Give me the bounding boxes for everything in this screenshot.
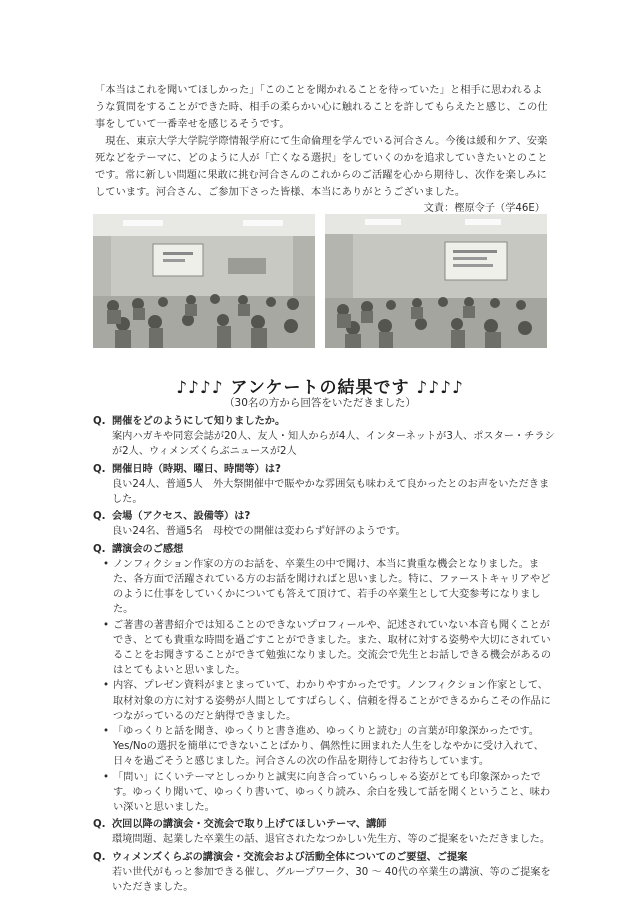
comment-text: ノンフィクション作家の方のお話を、卒業生の中で聞け、本当に貴重な機会となりました。また、各方面で活躍されている方のお話を聞ければと思いました。特に、ファーストキャリアやどのように仕事をしていくかについても答えて頂けて、若手の卒業生として大変参考になりました。 <box>113 558 551 616</box>
survey-results <box>93 414 558 897</box>
answer-text: 若い世代がもっと参加できる催し、グループワーク、30 ～ 40代の卒業生の講演、等のご提案をいただきました。 <box>112 866 551 894</box>
answer-text: 良い24人、普通5人 外大祭開催中で賑やかな雰囲気も味わえて良かったとのお声をいただきました。 <box>112 478 550 506</box>
question-block <box>93 414 558 460</box>
answer-text: 環境問題、起業した卒業生の話、退官されたなつかしい先生方、等のご提案をいただきました。 <box>112 834 551 846</box>
question-text: 次回以降の講演会・交流会で取り上げてほしいテーマ、講師 <box>112 819 387 831</box>
question-block <box>93 817 558 847</box>
bullet-icon: • <box>103 558 110 570</box>
comment-text: 「問い」にくいテーマとしっかりと誠実に向き合っていらっしゃる姿がとても印象深かったです。ゆっくり聞いて、ゆっくり書いて、ゆっくり読み、余白を残して話を聞くということ、味わい深いと思いました。 <box>113 771 551 814</box>
question-block <box>93 509 558 539</box>
question-text: 講演会のご感想 <box>112 543 184 555</box>
question-label: Q. <box>93 543 106 555</box>
author-credit: 文責：樫原令子（学46E） <box>423 203 545 214</box>
question-block <box>93 462 558 508</box>
bullet-icon: • <box>103 619 110 631</box>
comment-item <box>93 618 558 679</box>
lecture-hall-photo-left <box>93 214 315 348</box>
answer-text: 良い24名、普通5名 母校での開催は変わらず好評のようです。 <box>112 526 406 538</box>
question-label: Q. <box>93 511 106 523</box>
intro-paragraph-1: 「本当はこれを聞いてほしかった」「このことを聞かれることを待っていた」と相手に思われるような質問をすることができた時、相手の柔らかい心に触れることを許してもらえたと感じ、この仕事をしていて一番幸せを感じるそうです。 <box>95 85 548 130</box>
bullet-icon: • <box>103 726 110 738</box>
comment-item <box>93 557 558 618</box>
answer-text: 案内ハガキや同窓会誌が20人、友人・知人からが4人、インターネットが3人、ポスター・チラシが2人、ウィメンズくらぶニュースが2人 <box>112 431 555 458</box>
comment-item <box>93 770 558 816</box>
intro-text <box>95 82 550 201</box>
comment-text: 内容、プレゼン資料がまとまっていて、わかりやすかったです。ノンフィクション作家として、取材対象の方に対する姿勢が人間としてすばらしく、信頼を得ることができるからこその作品につながっているのだと納得できました。 <box>113 680 551 722</box>
question-label: Q. <box>93 819 106 831</box>
survey-title: ♪♪♪♪ アンケートの結果です ♪♪♪♪ <box>176 378 464 398</box>
comment-item <box>93 724 558 770</box>
question-label: Q. <box>93 416 106 427</box>
question-text: 開催日時（時期、曜日、時間等）は? <box>112 463 281 475</box>
comment-item <box>93 678 558 724</box>
survey-subtitle: （30名の方から回答をいただきました） <box>224 397 416 409</box>
question-text: ウィメンズくらぶの講演会・交流会および活動全体についてのご要望、ご提案 <box>112 851 468 863</box>
comment-text: 「ゆっくりと話を聞き、ゆっくりと書き進め、ゆっくりと読む」の言葉が印象深かったです。Yes/Noの選択を簡単にできないことばかり、偶然性に囲まれた人生をしなやかに受け入れて、日々を過ごそうと感じました。河合さんの次の作品を期待してお待ちしています。 <box>113 726 544 768</box>
question-label: Q. <box>93 851 106 863</box>
bullet-icon: • <box>103 680 110 692</box>
comment-text: ご著書の著書紹介では知ることのできないプロフィールや、記述されていない本音も聞くことができ、とても貴重な時間を過ごすことができました。また、取材に対する姿勢や大切にされていることをお聞きすることができて勉強になりました。交流会で先生とお話しできる機会があるのはとてもよいと思いました。 <box>113 619 552 677</box>
question-label: Q. <box>93 463 106 475</box>
lecture-hall-photo-right <box>325 214 547 348</box>
question-block <box>93 542 558 816</box>
question-block <box>93 850 558 896</box>
question-text: 会場（アクセス、設備等）は? <box>112 511 251 523</box>
question-text: 開催をどのようにして知りましたか。 <box>112 416 286 427</box>
bullet-icon: • <box>103 771 110 783</box>
intro-paragraph-2: 現在、東京大学大学院学際情報学府にて生命倫理を学んでいる河合さん。今後は緩和ケア、安楽死などをテーマに、どのように人が「亡くなる選択」をしていくのかを追求していきたいとのことです。常に新しい問題に果敢に挑む河合さんのこれからのご活躍を心から期待し、次作を楽しみにしています。河合さん、ご参加下さった皆様、本当にありがとうございました。 <box>95 136 548 198</box>
